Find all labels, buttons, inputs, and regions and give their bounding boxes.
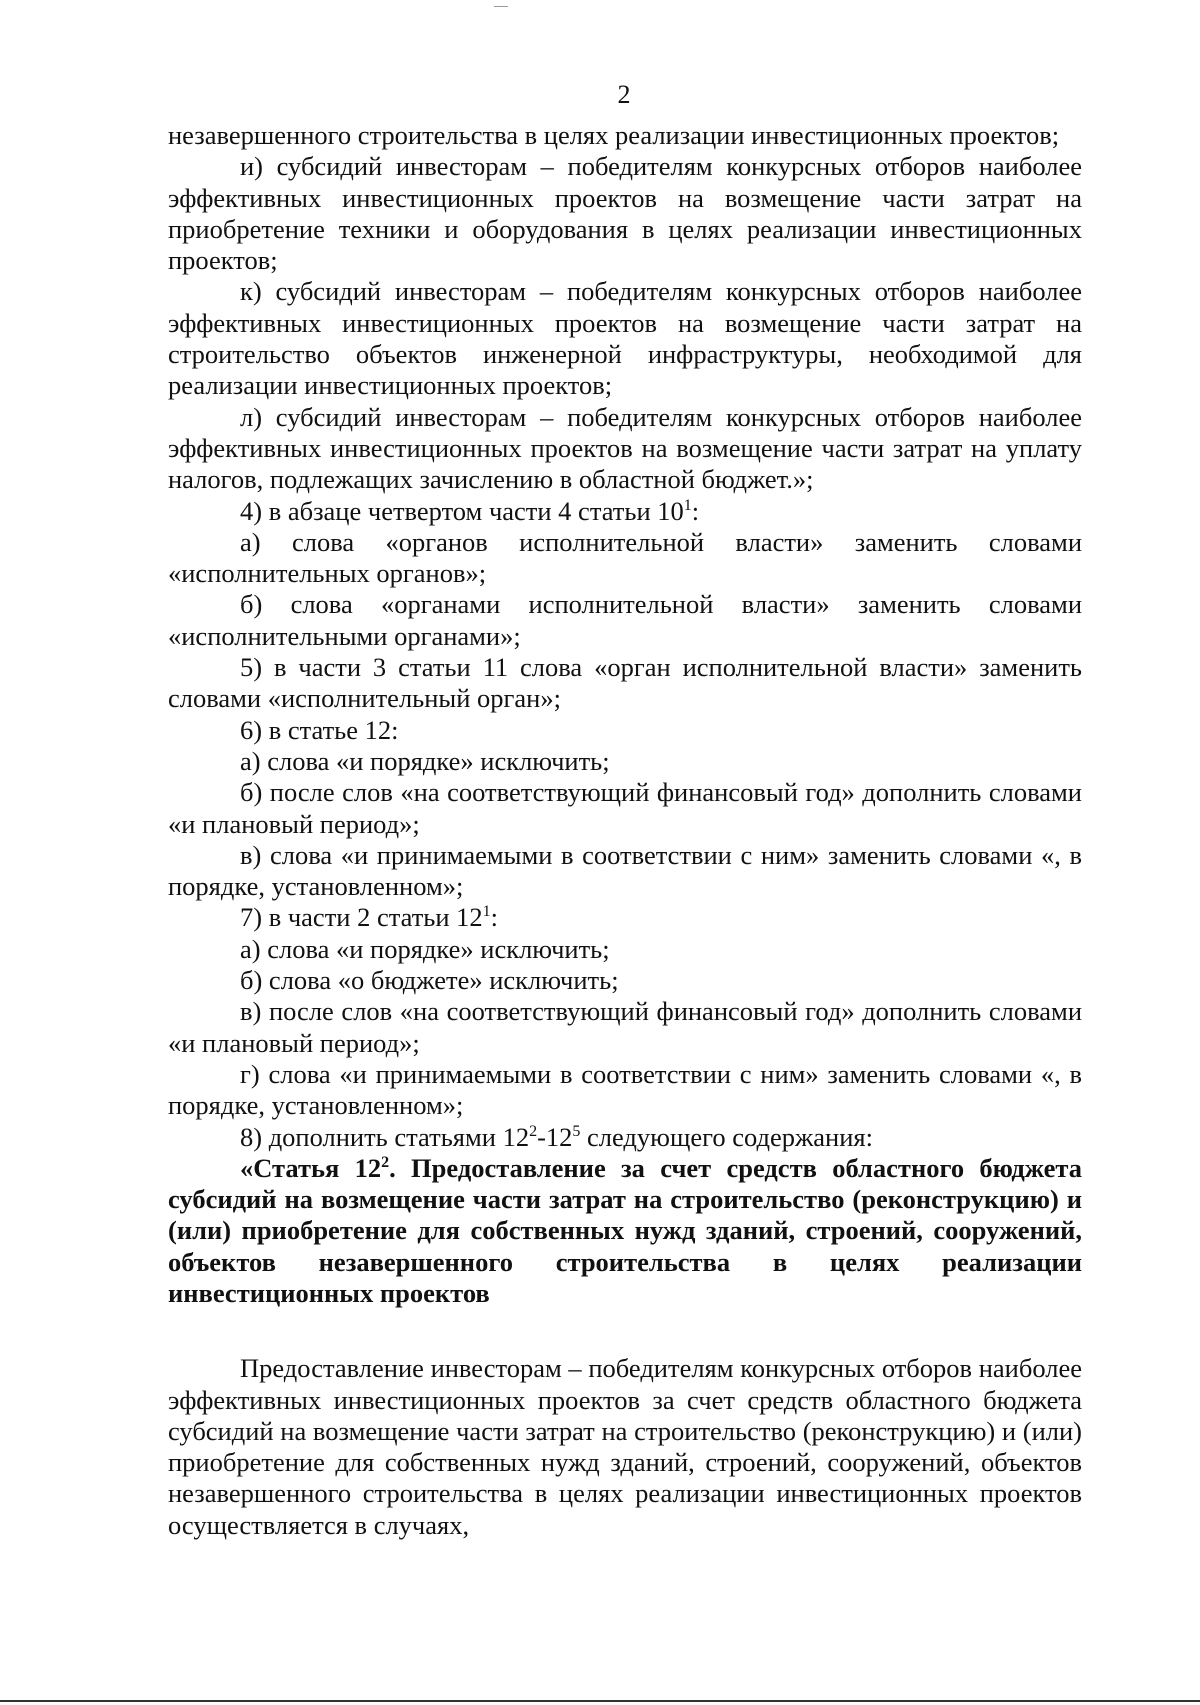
text-run: 7) в части 2 статьи 12 <box>240 902 483 933</box>
paragraph-item-l: л) субсидий инвесторам – победителям конкурсных отборов наиболее эффективных инвестиционных проектов на возмещение части затрат на уплату налогов, подлежащих зачислению в областной бюджет.»; <box>168 401 1082 495</box>
paragraph-item-i: и) субсидий инвесторам – победителям конкурсных отборов наиболее эффективных инвестиционных проектов на возмещение части затрат на приобретение техники и оборудования в целях реализации инвестиционных проектов; <box>168 151 1082 276</box>
paragraph-point-6a: а) слова «и порядке» исключить; <box>240 745 610 776</box>
paragraph-point-7 <box>168 902 1082 933</box>
superscript: 1 <box>482 903 491 921</box>
paragraph-point-6v: в) слова «и принимаемыми в соответствии с ним» заменить словами «, в порядке, установленном»; <box>168 839 1082 902</box>
paragraph-point-7v: в) после слов «на соответствующий финансовый год» дополнить словами «и плановый период»; <box>168 996 1082 1058</box>
text-run: следующего содержания: <box>580 1121 873 1152</box>
paragraph-point-4b: б) слова «органами исполнительной власти» заменить словами «исполнительными органами»; <box>168 589 1082 651</box>
superscript: 1 <box>683 496 692 514</box>
scan-edge-line <box>0 1700 1200 1702</box>
superscript: 2 <box>529 1122 538 1140</box>
paragraph-continuation: незавершенного строительства в целях реализации инвестиционных проектов; <box>168 120 1060 150</box>
text-run: -12 <box>537 1121 573 1152</box>
page-number: 2 <box>617 80 631 109</box>
text-run: : <box>490 902 499 933</box>
paragraph-point-6: 6) в статье 12: <box>240 714 399 745</box>
text-run: : <box>691 495 700 526</box>
paragraph-item-k: к) субсидий инвесторам – победителям конкурсных отборов наиболее эффективных инвестиционных проектов на возмещение части затрат на строительство объектов инженерной инфраструктуры, необходимой для реализации инвестиционных проектов; <box>168 276 1082 401</box>
article-heading <box>168 1153 1082 1309</box>
spacer <box>168 1309 1082 1353</box>
paragraph-point-7g: г) слова «и принимаемыми в соответствии с ним» заменить словами «, в порядке, установленном»; <box>168 1058 1082 1121</box>
paragraph-point-7b: б) слова «о бюджете» исключить; <box>240 965 619 996</box>
paragraph-article-body: Предоставление инвесторам – победителям конкурсных отборов наиболее эффективных инвестиционных проектов за счет средств областного бюджета субсидий на возмещение части затрат на строительство (реконструкцию) и (или) приобретение для собственных нужд зданий, строений, сооружений, объектов незавершенного строительства в целях реализации инвестиционных проектов осуществляется в случаях, <box>168 1353 1082 1540</box>
paragraph-point-4 <box>168 496 1082 527</box>
text-run: . Предоставление за счет средств областного бюджета субсидий на возмещение части затрат на строительство (реконструкцию) и (или) приобретение для собственных нужд зданий, строений, сооружений, объектов незавершенного строительства в целях реализации инвестиционных проектов <box>168 1152 1082 1308</box>
paragraph-point-7a: а) слова «и порядке» исключить; <box>240 933 610 964</box>
paragraph-point-8 <box>168 1122 1082 1153</box>
superscript: 2 <box>381 1153 390 1171</box>
document-body <box>168 120 1082 1541</box>
paragraph-point-4a: а) слова «органов исполнительной власти» заменить словами «исполнительных органов»; <box>168 526 1082 589</box>
text-run: 8) дополнить статьями 12 <box>240 1121 530 1152</box>
text-run: «Статья 12 <box>240 1152 382 1183</box>
paragraph-point-6b: б) после слов «на соответствующий финансовый год» дополнить словами «и плановый период»; <box>168 777 1082 839</box>
paragraph-point-5: 5) в части 3 статьи 11 слова «орган исполнительной власти» заменить словами «исполнительный орган»; <box>168 652 1082 714</box>
text-run: 4) в абзаце четвертом части 4 статьи 10 <box>240 495 684 526</box>
scan-mark <box>494 6 508 7</box>
superscript: 5 <box>572 1122 581 1140</box>
